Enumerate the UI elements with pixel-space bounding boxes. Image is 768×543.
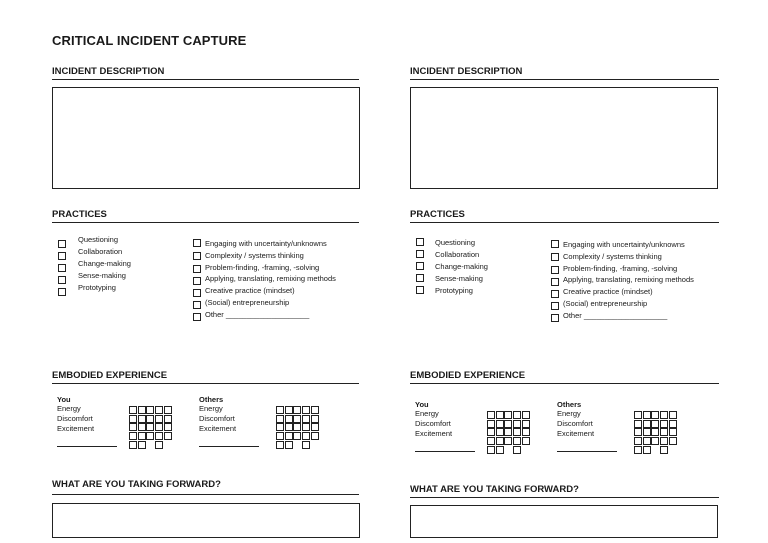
energy-label: Energy bbox=[57, 404, 81, 413]
others-label: Others bbox=[199, 395, 224, 404]
rating-cell[interactable] bbox=[285, 432, 293, 440]
rating-cell[interactable] bbox=[155, 432, 163, 440]
you-block bbox=[415, 400, 452, 439]
rating-cell[interactable] bbox=[129, 406, 137, 414]
rating-cell[interactable] bbox=[311, 406, 319, 414]
checkbox-change-making[interactable] bbox=[58, 264, 66, 272]
practice-label: Sense-making bbox=[78, 271, 126, 280]
practices-heading: PRACTICES bbox=[52, 209, 107, 220]
rating-cell[interactable] bbox=[138, 441, 146, 449]
you-signature-line[interactable] bbox=[57, 446, 117, 447]
practice-label: Collaboration bbox=[78, 247, 123, 256]
rating-cell[interactable] bbox=[522, 428, 530, 436]
practice-label: Change-making bbox=[435, 262, 488, 271]
rating-cell[interactable] bbox=[285, 415, 293, 423]
rating-cell[interactable] bbox=[285, 423, 293, 431]
rating-cell[interactable] bbox=[496, 446, 504, 454]
rating-cell[interactable] bbox=[487, 428, 495, 436]
rating-cell[interactable] bbox=[513, 420, 521, 428]
practices-left-labels bbox=[435, 237, 488, 297]
rating-cell[interactable] bbox=[522, 411, 530, 419]
checkbox-prototyping[interactable] bbox=[416, 286, 424, 294]
rating-cell[interactable] bbox=[651, 420, 659, 428]
rating-cell[interactable] bbox=[513, 437, 521, 445]
rating-cell[interactable] bbox=[302, 423, 310, 431]
checkbox-creative-practice[interactable] bbox=[551, 290, 559, 298]
checkbox-applying-methods[interactable] bbox=[551, 278, 559, 286]
rating-cell[interactable] bbox=[651, 411, 659, 419]
others-rating-grid[interactable] bbox=[634, 411, 687, 455]
discomfort-label: Discomfort bbox=[557, 419, 593, 428]
rating-cell[interactable] bbox=[293, 406, 301, 414]
you-rating-grid[interactable] bbox=[487, 411, 540, 455]
divider bbox=[410, 497, 719, 498]
rating-cell[interactable] bbox=[669, 411, 677, 419]
others-signature-line[interactable] bbox=[557, 451, 617, 452]
taking-forward-field[interactable] bbox=[52, 503, 360, 538]
others-signature-line[interactable] bbox=[199, 446, 259, 447]
rating-cell[interactable] bbox=[302, 441, 310, 449]
embodied-heading: EMBODIED EXPERIENCE bbox=[410, 370, 526, 381]
checkbox-other[interactable] bbox=[193, 313, 201, 321]
rating-cell[interactable] bbox=[164, 423, 172, 431]
you-label: You bbox=[415, 400, 429, 409]
practice-label: Creative practice (mindset) bbox=[563, 287, 653, 297]
rating-cell[interactable] bbox=[522, 420, 530, 428]
practice-label: Sense-making bbox=[435, 274, 483, 283]
energy-label: Energy bbox=[557, 409, 581, 418]
rating-cell[interactable] bbox=[643, 411, 651, 419]
rating-cell[interactable] bbox=[146, 406, 154, 414]
checkbox-creative-practice[interactable] bbox=[193, 289, 201, 297]
divider bbox=[52, 79, 359, 80]
rating-cell[interactable] bbox=[293, 432, 301, 440]
practice-label: Prototyping bbox=[435, 286, 473, 295]
incident-description-field[interactable] bbox=[410, 87, 718, 189]
practice-label: (Social) entrepreneurship bbox=[205, 297, 290, 307]
rating-cell[interactable] bbox=[302, 432, 310, 440]
divider bbox=[410, 222, 719, 223]
divider bbox=[410, 79, 719, 80]
rating-cell[interactable] bbox=[643, 428, 651, 436]
excitement-label: Excitement bbox=[57, 424, 95, 433]
rating-cell[interactable] bbox=[276, 415, 284, 423]
excitement-label: Excitement bbox=[415, 429, 453, 438]
rating-cell[interactable] bbox=[164, 415, 172, 423]
rating-cell[interactable] bbox=[146, 432, 154, 440]
rating-cell[interactable] bbox=[138, 423, 146, 431]
rating-cell[interactable] bbox=[129, 423, 137, 431]
rating-cell[interactable] bbox=[155, 441, 163, 449]
page-title: CRITICAL INCIDENT CAPTURE bbox=[52, 33, 247, 48]
checkbox-questioning[interactable] bbox=[58, 240, 66, 248]
rating-cell[interactable] bbox=[276, 432, 284, 440]
others-rating-grid[interactable] bbox=[276, 406, 329, 450]
rating-cell[interactable] bbox=[496, 411, 504, 419]
rating-cell[interactable] bbox=[138, 406, 146, 414]
rating-cell[interactable] bbox=[496, 428, 504, 436]
rating-cell[interactable] bbox=[504, 411, 512, 419]
discomfort-label: Discomfort bbox=[57, 414, 93, 423]
you-block bbox=[57, 395, 94, 434]
checkbox-complexity[interactable] bbox=[193, 252, 201, 260]
rating-cell[interactable] bbox=[293, 415, 301, 423]
excitement-label: Excitement bbox=[557, 429, 595, 438]
rating-cell[interactable] bbox=[129, 415, 137, 423]
rating-cell[interactable] bbox=[164, 406, 172, 414]
rating-cell[interactable] bbox=[146, 415, 154, 423]
rating-cell[interactable] bbox=[651, 428, 659, 436]
rating-cell[interactable] bbox=[155, 415, 163, 423]
rating-cell[interactable] bbox=[660, 411, 668, 419]
rating-cell[interactable] bbox=[155, 423, 163, 431]
forward-heading: WHAT ARE YOU TAKING FORWARD? bbox=[410, 484, 579, 495]
rating-cell[interactable] bbox=[513, 411, 521, 419]
excitement-label: Excitement bbox=[199, 424, 237, 433]
others-block bbox=[199, 395, 236, 434]
rating-cell[interactable] bbox=[129, 441, 137, 449]
checkbox-complexity[interactable] bbox=[551, 253, 559, 261]
practice-label-other: Other ____________________ bbox=[205, 309, 310, 319]
you-rating-grid[interactable] bbox=[129, 406, 182, 450]
rating-cell[interactable] bbox=[634, 446, 642, 454]
rating-cell[interactable] bbox=[504, 437, 512, 445]
incident-heading: INCIDENT DESCRIPTION bbox=[410, 66, 523, 77]
rating-cell[interactable] bbox=[669, 428, 677, 436]
checkbox-entrepreneurship[interactable] bbox=[551, 302, 559, 310]
energy-label: Energy bbox=[199, 404, 223, 413]
rating-cell[interactable] bbox=[302, 415, 310, 423]
rating-cell[interactable] bbox=[651, 437, 659, 445]
practice-label: Problem-finding, -framing, -solving bbox=[563, 263, 678, 273]
checkbox-entrepreneurship[interactable] bbox=[193, 301, 201, 309]
rating-cell[interactable] bbox=[276, 406, 284, 414]
rating-cell[interactable] bbox=[522, 437, 530, 445]
practices-left-labels bbox=[78, 234, 131, 294]
checkbox-prototyping[interactable] bbox=[58, 288, 66, 296]
taking-forward-field[interactable] bbox=[410, 505, 718, 538]
practice-label: Creative practice (mindset) bbox=[205, 286, 295, 296]
divider bbox=[410, 383, 719, 384]
rating-cell[interactable] bbox=[138, 432, 146, 440]
rating-cell[interactable] bbox=[276, 423, 284, 431]
embodied-heading: EMBODIED EXPERIENCE bbox=[52, 370, 168, 381]
incident-description-field[interactable] bbox=[52, 87, 360, 189]
checkbox-problem-finding[interactable] bbox=[193, 265, 201, 273]
checkbox-collaboration[interactable] bbox=[58, 252, 66, 260]
practice-label: Applying, translating, remixing methods bbox=[205, 274, 336, 284]
rating-cell[interactable] bbox=[138, 415, 146, 423]
checkbox-questioning[interactable] bbox=[416, 238, 424, 246]
practice-label: Complexity / systems thinking bbox=[205, 250, 304, 260]
rating-cell[interactable] bbox=[487, 437, 495, 445]
checkbox-applying-methods[interactable] bbox=[193, 277, 201, 285]
checkbox-uncertainty[interactable] bbox=[551, 240, 559, 248]
practice-label: Questioning bbox=[435, 238, 476, 247]
checkbox-sense-making[interactable] bbox=[416, 274, 424, 282]
rating-cell[interactable] bbox=[660, 420, 668, 428]
rating-cell[interactable] bbox=[660, 437, 668, 445]
rating-cell[interactable] bbox=[311, 415, 319, 423]
rating-cell[interactable] bbox=[293, 423, 301, 431]
rating-cell[interactable] bbox=[146, 423, 154, 431]
rating-cell[interactable] bbox=[660, 446, 668, 454]
checkbox-problem-finding[interactable] bbox=[551, 266, 559, 274]
practice-label: Questioning bbox=[78, 235, 119, 244]
practice-label: Applying, translating, remixing methods bbox=[563, 275, 694, 285]
practice-label: Complexity / systems thinking bbox=[563, 251, 662, 261]
others-label: Others bbox=[557, 400, 582, 409]
rating-cell[interactable] bbox=[496, 420, 504, 428]
practice-label: Engaging with uncertainty/unknowns bbox=[205, 239, 327, 248]
practice-label: (Social) entrepreneurship bbox=[563, 298, 648, 308]
rating-cell[interactable] bbox=[643, 446, 651, 454]
forward-heading: WHAT ARE YOU TAKING FORWARD? bbox=[52, 479, 221, 490]
rating-cell[interactable] bbox=[487, 420, 495, 428]
rating-cell[interactable] bbox=[311, 432, 319, 440]
discomfort-label: Discomfort bbox=[199, 414, 235, 423]
rating-cell[interactable] bbox=[164, 432, 172, 440]
practice-label: Change-making bbox=[78, 259, 131, 268]
practices-right-labels bbox=[205, 238, 336, 321]
discomfort-label: Discomfort bbox=[415, 419, 451, 428]
rating-cell[interactable] bbox=[669, 437, 677, 445]
rating-cell[interactable] bbox=[634, 428, 642, 436]
rating-cell[interactable] bbox=[504, 420, 512, 428]
checkbox-uncertainty[interactable] bbox=[193, 239, 201, 247]
practice-label: Engaging with uncertainty/unknowns bbox=[563, 240, 685, 249]
rating-cell[interactable] bbox=[634, 437, 642, 445]
checkbox-sense-making[interactable] bbox=[58, 276, 66, 284]
practice-label: Collaboration bbox=[435, 250, 480, 259]
you-signature-line[interactable] bbox=[415, 451, 475, 452]
rating-cell[interactable] bbox=[504, 428, 512, 436]
rating-cell[interactable] bbox=[285, 441, 293, 449]
others-block bbox=[557, 400, 594, 439]
rating-cell[interactable] bbox=[643, 420, 651, 428]
rating-cell[interactable] bbox=[669, 420, 677, 428]
checkbox-change-making[interactable] bbox=[416, 262, 424, 270]
incident-heading: INCIDENT DESCRIPTION bbox=[52, 66, 165, 77]
rating-cell[interactable] bbox=[513, 428, 521, 436]
divider bbox=[52, 383, 359, 384]
rating-cell[interactable] bbox=[285, 406, 293, 414]
divider bbox=[52, 222, 359, 223]
rating-cell[interactable] bbox=[513, 446, 521, 454]
practices-heading: PRACTICES bbox=[410, 209, 465, 220]
rating-cell[interactable] bbox=[634, 420, 642, 428]
rating-cell[interactable] bbox=[155, 406, 163, 414]
practice-label: Problem-finding, -framing, -solving bbox=[205, 262, 320, 272]
rating-cell[interactable] bbox=[643, 437, 651, 445]
practice-label-other: Other ____________________ bbox=[563, 310, 668, 320]
rating-cell[interactable] bbox=[634, 411, 642, 419]
energy-label: Energy bbox=[415, 409, 439, 418]
divider bbox=[52, 494, 359, 495]
rating-cell[interactable] bbox=[660, 428, 668, 436]
practice-label: Prototyping bbox=[78, 283, 116, 292]
practices-right-labels bbox=[563, 239, 694, 322]
rating-cell[interactable] bbox=[311, 423, 319, 431]
rating-cell[interactable] bbox=[496, 437, 504, 445]
rating-cell[interactable] bbox=[276, 441, 284, 449]
checkbox-collaboration[interactable] bbox=[416, 250, 424, 258]
rating-cell[interactable] bbox=[487, 411, 495, 419]
rating-cell[interactable] bbox=[487, 446, 495, 454]
you-label: You bbox=[57, 395, 71, 404]
rating-cell[interactable] bbox=[129, 432, 137, 440]
rating-cell[interactable] bbox=[302, 406, 310, 414]
checkbox-other[interactable] bbox=[551, 314, 559, 322]
